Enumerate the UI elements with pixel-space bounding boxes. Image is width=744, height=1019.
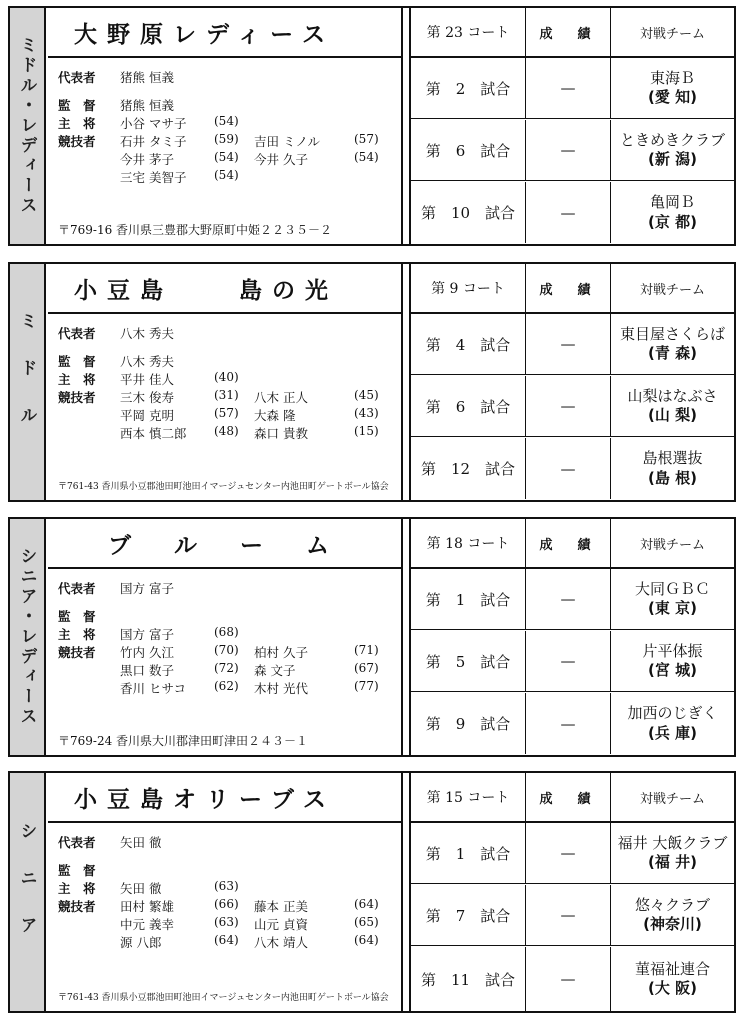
player-name: 藤本 正美	[254, 899, 308, 914]
schedule-header	[411, 264, 734, 314]
match-number: 第 6 試合	[411, 120, 526, 180]
schedule	[409, 8, 734, 244]
address: 〒761-43 香川県小豆郡池田町池田イマージュセンター内池田町ゲートボール協会	[58, 993, 389, 1003]
opponent-pref: (島 根)	[648, 468, 697, 487]
match-row	[411, 569, 734, 630]
team-info	[48, 773, 403, 1011]
match-row	[411, 823, 734, 884]
captain-age: (40)	[214, 370, 239, 384]
coach-label: 監 督	[58, 609, 96, 624]
category-label: シニア	[16, 821, 37, 963]
match-number: 第 12 試合	[411, 438, 526, 499]
player-age: (59)	[214, 132, 239, 146]
player-name: 大森 隆	[254, 408, 296, 423]
court-number: 第 18 コート	[411, 519, 526, 567]
opponent	[611, 631, 734, 691]
team-name: ブ ル ー ム	[48, 519, 401, 569]
player-name: 山元 貞資	[254, 917, 308, 932]
opponent	[611, 182, 734, 243]
players-label: 競技者	[58, 390, 96, 405]
opponent-name: 悠々クラブ	[634, 895, 710, 914]
category-label: シニア・レディース	[16, 547, 37, 727]
match-result: —	[526, 314, 611, 374]
opponent-pref: (神奈川)	[643, 915, 702, 933]
category-label: ミドル・レディース	[16, 36, 37, 216]
captain-label: 主 将	[58, 116, 96, 131]
opponent-header: 対戦チーム	[639, 791, 705, 807]
player-name: 竹内 久江	[120, 645, 174, 660]
opponent	[611, 885, 734, 945]
rep-name: 八木 秀夫	[120, 326, 174, 341]
match-number: 第 4 試合	[411, 314, 526, 374]
match-result: —	[526, 631, 611, 691]
result-header: 成 績	[526, 519, 611, 567]
opponent-pref: (大 阪)	[648, 979, 697, 997]
player-age: (65)	[354, 915, 379, 929]
opponent-pref: (山 梨)	[648, 406, 697, 424]
opponent-name: 片平体振	[642, 641, 703, 660]
match-result: —	[526, 947, 611, 1011]
coach-name: 八木 秀夫	[120, 354, 174, 369]
captain-label: 主 将	[58, 372, 96, 387]
opponent	[611, 314, 734, 374]
team-card	[8, 262, 736, 502]
captain-age: (54)	[214, 114, 239, 128]
match-number: 第 1 試合	[411, 569, 526, 629]
address: 〒761-43 香川県小豆郡池田町池田イマージュセンター内池田町ゲートボール協会	[58, 482, 389, 492]
team-info	[48, 264, 403, 500]
player-name: 香川 ヒサコ	[120, 681, 186, 696]
match-row	[411, 438, 734, 499]
opponent-name: 亀岡Ｂ	[649, 193, 695, 211]
opponent-name: 福井 大飯クラブ	[617, 833, 728, 852]
player-age: (57)	[214, 406, 239, 420]
player-age: (62)	[214, 679, 239, 693]
opponent	[611, 693, 734, 754]
player-age: (64)	[354, 897, 379, 911]
opponent-header: 対戦チーム	[639, 26, 705, 42]
player-name: 森 文子	[254, 663, 296, 678]
captain-label: 主 将	[58, 627, 96, 642]
players-label: 競技者	[58, 899, 96, 914]
player-name: 今井 久子	[254, 152, 308, 167]
player-age: (43)	[354, 406, 379, 420]
captain-name: 平井 佳人	[120, 372, 174, 387]
match-number: 第 2 試合	[411, 58, 526, 118]
opponent	[611, 120, 734, 180]
match-number: 第 11 試合	[411, 947, 526, 1011]
coach-label: 監 督	[58, 98, 96, 113]
result-header: 成 績	[526, 773, 611, 821]
player-age: (15)	[354, 424, 379, 438]
player-name: 源 八郎	[120, 935, 162, 950]
category-band	[10, 8, 46, 244]
team-card	[8, 6, 736, 246]
opponent-pref: (宮 城)	[648, 661, 697, 679]
match-number: 第 5 試合	[411, 631, 526, 691]
opponent-pref: (愛 知)	[648, 88, 697, 106]
player-name: 田村 繁雄	[120, 899, 174, 914]
match-result: —	[526, 693, 611, 754]
match-result: —	[526, 182, 611, 243]
match-row	[411, 693, 734, 754]
opponent-header: 対戦チーム	[639, 537, 705, 553]
opponent-name: 菫福祉連合	[634, 959, 710, 978]
player-age: (64)	[214, 933, 239, 947]
address: 〒769-16 香川県三豊郡大野原町中姫２２３５－２	[58, 223, 333, 237]
match-row	[411, 182, 734, 243]
match-row	[411, 120, 734, 181]
category-band	[10, 519, 46, 755]
schedule	[409, 519, 734, 755]
opponent	[611, 569, 734, 629]
schedule	[409, 264, 734, 500]
player-name: 今井 茅子	[120, 152, 174, 167]
court-number: 第 15 コート	[411, 773, 526, 821]
players-label: 競技者	[58, 134, 96, 149]
match-result: —	[526, 376, 611, 436]
player-age: (63)	[214, 915, 239, 929]
coach-label: 監 督	[58, 863, 96, 878]
schedule-header	[411, 519, 734, 569]
player-age: (31)	[214, 388, 239, 402]
match-row	[411, 314, 734, 375]
coach-name: 猪熊 恒義	[120, 98, 174, 113]
opponent	[611, 947, 734, 1011]
result-header: 成 績	[526, 8, 611, 56]
captain-name: 矢田 徹	[120, 881, 162, 896]
player-age: (67)	[354, 661, 379, 675]
match-result: —	[526, 120, 611, 180]
player-name: 中元 義幸	[120, 917, 174, 932]
opponent-pref: (東 京)	[648, 599, 697, 617]
team-card	[8, 517, 736, 757]
players-label: 競技者	[58, 645, 96, 660]
player-age: (54)	[354, 150, 379, 164]
player-age: (66)	[214, 897, 239, 911]
match-result: —	[526, 885, 611, 945]
opponent-name: 東海Ｂ	[649, 68, 695, 87]
match-row	[411, 885, 734, 946]
rep-name: 矢田 徹	[120, 835, 162, 850]
player-name: 西本 慎二郎	[120, 426, 187, 441]
category-band	[10, 773, 46, 1011]
player-age: (71)	[354, 643, 379, 657]
match-row	[411, 631, 734, 692]
court-number: 第 9 コート	[411, 264, 526, 312]
captain-label: 主 将	[58, 881, 96, 896]
opponent-pref: (青 森)	[648, 344, 697, 362]
schedule	[409, 773, 734, 1011]
player-name: 三木 俊寿	[120, 390, 174, 405]
opponent-name: 大同ＧＢＣ	[634, 579, 710, 598]
opponent-pref: (新 潟)	[648, 150, 697, 168]
captain-name: 小谷 マサ子	[120, 116, 187, 131]
player-name: 三宅 美智子	[120, 170, 187, 185]
opponent	[611, 376, 734, 436]
match-row	[411, 58, 734, 119]
opponent-name: ときめきクラブ	[619, 130, 725, 149]
schedule-header	[411, 773, 734, 823]
captain-age: (63)	[214, 879, 239, 893]
match-result: —	[526, 823, 611, 883]
opponent-name: 東目屋さくらば	[619, 324, 725, 343]
team-info	[48, 519, 403, 755]
match-number: 第 9 試合	[411, 693, 526, 754]
opponent	[611, 438, 734, 499]
team-name: 大野原レディース	[48, 8, 401, 58]
player-name: 八木 靖人	[254, 935, 308, 950]
player-age: (70)	[214, 643, 239, 657]
player-age: (64)	[354, 933, 379, 947]
player-age: (45)	[354, 388, 379, 402]
opponent	[611, 58, 734, 118]
rep-label: 代表者	[58, 835, 96, 850]
player-age: (57)	[354, 132, 379, 146]
opponent-pref: (福 井)	[648, 853, 697, 871]
opponent	[611, 823, 734, 883]
team-name: 小豆島オリーブス	[48, 773, 401, 823]
player-name: 平岡 克明	[120, 408, 174, 423]
player-age: (54)	[214, 168, 239, 182]
player-name: 吉田 ミノル	[254, 134, 320, 149]
opponent-pref: (兵 庫)	[648, 723, 697, 742]
match-result: —	[526, 58, 611, 118]
match-number: 第 10 試合	[411, 182, 526, 243]
captain-name: 国方 富子	[120, 627, 174, 642]
player-age: (77)	[354, 679, 379, 693]
rep-name: 猪熊 恒義	[120, 70, 174, 85]
opponent-header: 対戦チーム	[639, 282, 705, 298]
player-name: 木村 光代	[254, 681, 308, 696]
category-band	[10, 264, 46, 500]
match-result: —	[526, 569, 611, 629]
match-number: 第 1 試合	[411, 823, 526, 883]
match-row	[411, 376, 734, 437]
match-number: 第 7 試合	[411, 885, 526, 945]
rep-name: 国方 富子	[120, 581, 174, 596]
rep-label: 代表者	[58, 70, 96, 85]
court-number: 第 23 コート	[411, 8, 526, 56]
opponent-name: 島根選抜	[642, 449, 703, 467]
result-header: 成 績	[526, 264, 611, 312]
address: 〒769-24 香川県大川郡津田町津田２４３－１	[58, 734, 309, 748]
player-age: (54)	[214, 150, 239, 164]
player-name: 柏村 久子	[254, 645, 308, 660]
category-label: ミドル	[16, 311, 37, 453]
player-name: 八木 正人	[254, 390, 308, 405]
rep-label: 代表者	[58, 326, 96, 341]
rep-label: 代表者	[58, 581, 96, 596]
player-age: (72)	[214, 661, 239, 675]
schedule-header	[411, 8, 734, 58]
match-number: 第 6 試合	[411, 376, 526, 436]
player-name: 黒口 数子	[120, 663, 174, 678]
player-age: (48)	[214, 424, 239, 438]
team-card	[8, 771, 736, 1013]
coach-label: 監 督	[58, 354, 96, 369]
match-result: —	[526, 438, 611, 499]
team-name: 小豆島 島の光	[48, 264, 401, 314]
opponent-name: 山梨はなぶさ	[627, 386, 718, 405]
team-info	[48, 8, 403, 244]
player-name: 石井 タミ子	[120, 134, 187, 149]
opponent-pref: (京 都)	[648, 212, 697, 231]
player-name: 森口 貴教	[254, 426, 308, 441]
opponent-name: 加西のじぎく	[627, 704, 718, 722]
match-row	[411, 947, 734, 1011]
captain-age: (68)	[214, 625, 239, 639]
